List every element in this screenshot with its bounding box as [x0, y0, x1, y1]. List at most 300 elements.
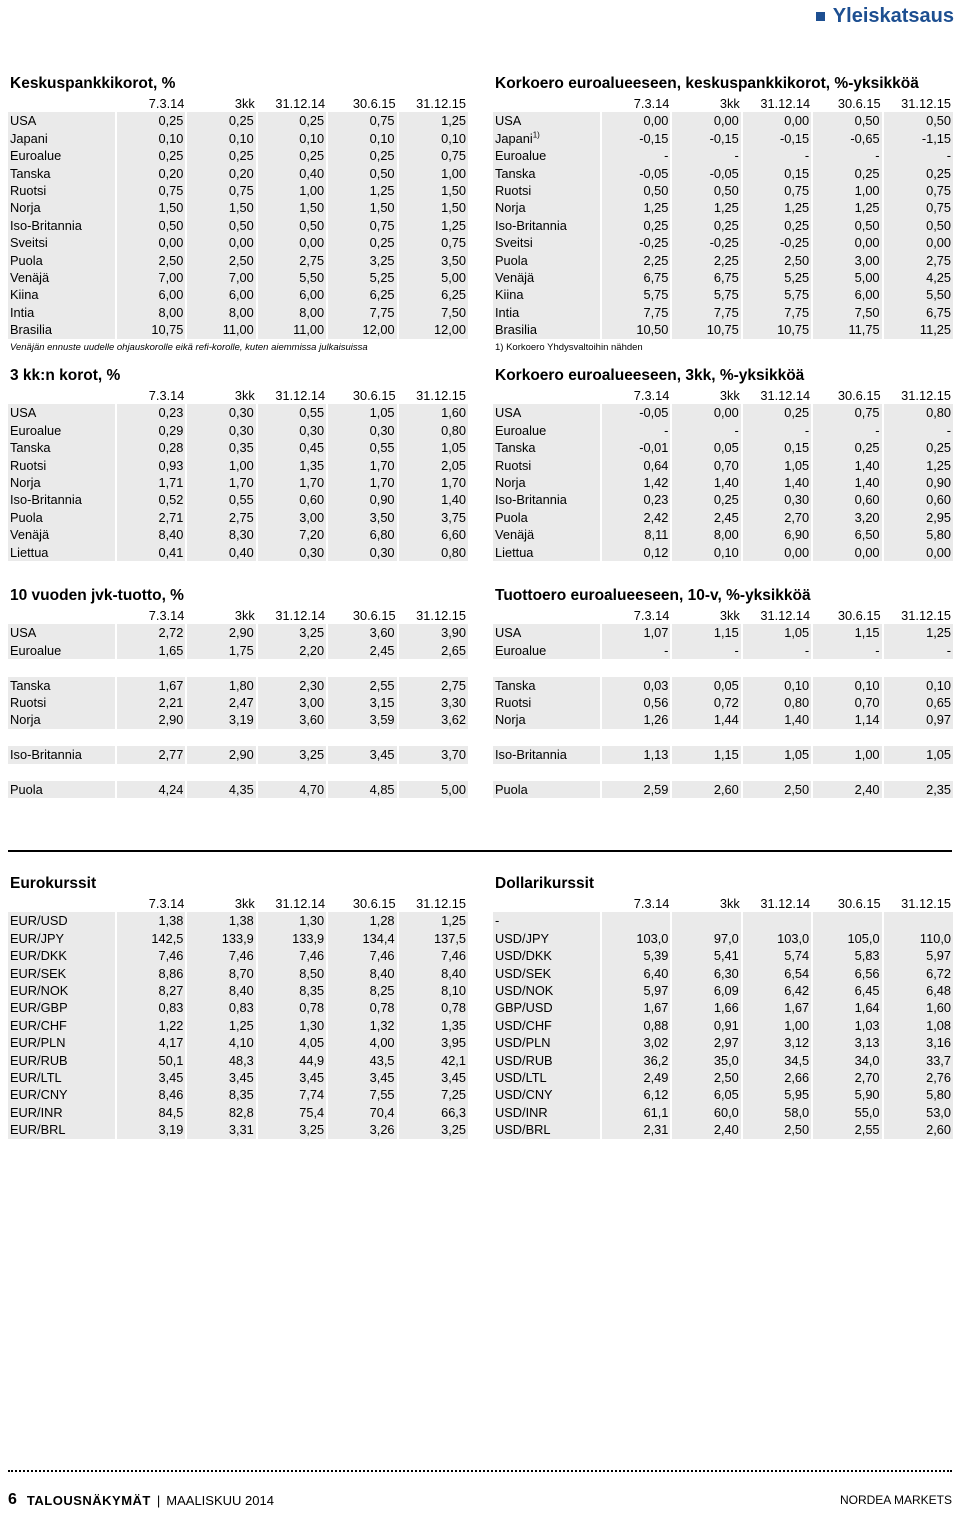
value-cell: 0,00 [742, 112, 812, 129]
value-cell: 1,50 [398, 182, 468, 199]
value-cell: - [601, 642, 671, 659]
value-cell: 0,75 [883, 199, 953, 216]
row-label: EUR/USD [8, 912, 116, 929]
value-cell: 8,11 [601, 526, 671, 543]
value-cell: 1,15 [812, 624, 882, 641]
row-label: USD/CHF [493, 1017, 601, 1034]
value-cell: 1,64 [812, 999, 882, 1016]
value-cell: - [601, 422, 671, 439]
value-cell: 2,75 [186, 509, 256, 526]
value-cell: 4,10 [186, 1034, 256, 1051]
value-cell: 7,75 [671, 304, 741, 321]
row-label: EUR/CNY [8, 1086, 116, 1103]
value-cell: 0,25 [186, 112, 256, 129]
value-cell: 1,32 [327, 1017, 397, 1034]
value-cell: 12,00 [398, 321, 468, 338]
value-cell: - [812, 422, 882, 439]
spread-10y-title: Tuottoero euroalueeseen, 10-v, %-yksikköä [495, 587, 811, 604]
row-label: USD/NOK [493, 982, 601, 999]
row-label: Iso-Britannia [493, 217, 601, 234]
row-label: Tanska [8, 677, 116, 694]
value-cell: 6,90 [742, 526, 812, 543]
value-cell: 1,70 [398, 474, 468, 491]
policy-rates-block [8, 74, 468, 354]
value-cell: 42,1 [398, 1052, 468, 1069]
value-cell: 7,00 [186, 269, 256, 286]
value-cell: 5,80 [883, 526, 953, 543]
value-cell: 0,25 [116, 147, 186, 164]
column-header: 31.12.15 [901, 896, 951, 911]
value-cell: 8,35 [257, 982, 327, 999]
column-header: 31.12.14 [760, 896, 811, 911]
value-cell: 5,95 [742, 1086, 812, 1103]
value-cell: 133,9 [186, 930, 256, 947]
value-cell: 0,70 [671, 457, 741, 474]
table-row [493, 509, 953, 526]
table-row [8, 217, 468, 234]
table-row [8, 147, 468, 164]
value-cell: 0,75 [812, 404, 882, 421]
value-cell: 6,30 [671, 965, 741, 982]
row-label: Euroalue [493, 642, 601, 659]
table-row [8, 947, 468, 964]
table-row [493, 544, 953, 561]
value-cell: 8,00 [116, 304, 186, 321]
table-row [493, 130, 953, 147]
table-row [493, 624, 953, 641]
yield-10y-block [8, 586, 468, 798]
value-cell: 1,05 [883, 746, 953, 763]
value-cell: 3,26 [327, 1121, 397, 1138]
table-row [493, 781, 953, 798]
table-row [8, 930, 468, 947]
column-header: 31.12.15 [901, 608, 951, 623]
value-cell: 3,59 [327, 711, 397, 728]
table-row [8, 491, 468, 508]
column-header: 3kk [719, 96, 740, 111]
value-cell: 2,31 [601, 1121, 671, 1138]
column-header: 30.6.15 [837, 896, 881, 911]
column-header: 30.6.15 [837, 96, 881, 111]
value-cell: 0,30 [186, 422, 256, 439]
row-label: EUR/NOK [8, 982, 116, 999]
header-row [8, 387, 468, 404]
row-label: Iso-Britannia [8, 491, 116, 508]
page-number: 6 [8, 1491, 17, 1508]
value-cell: 0,00 [671, 404, 741, 421]
value-cell: 2,21 [116, 694, 186, 711]
spread-3m-title: Korkoero euroalueeseen, 3kk, %-yksikköä [495, 367, 805, 384]
value-cell: 7,46 [398, 947, 468, 964]
table-row [493, 746, 953, 763]
value-cell: 1,40 [742, 711, 812, 728]
value-cell: 2,66 [742, 1069, 812, 1086]
value-cell: 137,5 [398, 930, 468, 947]
value-cell: 8,50 [257, 965, 327, 982]
value-cell: 3,60 [257, 711, 327, 728]
value-cell: 0,35 [186, 439, 256, 456]
header-blank [493, 387, 601, 404]
table-row [493, 474, 953, 491]
table-row [8, 711, 468, 728]
row-label: Ruotsi [8, 457, 116, 474]
value-cell: 1,25 [398, 112, 468, 129]
value-cell: 2,95 [883, 509, 953, 526]
value-cell: 2,60 [883, 1121, 953, 1138]
value-cell: 11,25 [883, 321, 953, 338]
rates-3m-title: 3 kk:n korot, % [10, 367, 121, 384]
value-cell: 66,3 [398, 1104, 468, 1121]
column-header: 3kk [719, 608, 740, 623]
value-cell: 0,52 [116, 491, 186, 508]
value-cell: 2,40 [671, 1121, 741, 1138]
table-row [8, 439, 468, 456]
value-cell: 1,30 [257, 1017, 327, 1034]
value-cell: 6,25 [398, 286, 468, 303]
column-header: 30.6.15 [837, 388, 881, 403]
column-header: 3kk [234, 608, 255, 623]
row-label: EUR/BRL [8, 1121, 116, 1138]
value-cell: 7,46 [186, 947, 256, 964]
row-label: EUR/LTL [8, 1069, 116, 1086]
value-cell: 1,50 [257, 199, 327, 216]
value-cell: 84,5 [116, 1104, 186, 1121]
eur-fx-title: Eurokurssit [10, 875, 97, 892]
column-header: 3kk [234, 96, 255, 111]
value-cell: 3,02 [601, 1034, 671, 1051]
value-cell: 7,46 [257, 947, 327, 964]
value-cell: 0,10 [812, 677, 882, 694]
value-cell: 0,88 [601, 1017, 671, 1034]
value-cell: 2,50 [671, 1069, 741, 1086]
value-cell: 0,00 [116, 234, 186, 251]
value-cell: 2,90 [116, 711, 186, 728]
value-cell: 0,25 [327, 147, 397, 164]
row-label: Euroalue [493, 422, 601, 439]
value-cell: 2,75 [257, 252, 327, 269]
table-row [493, 526, 953, 543]
value-cell: 1,44 [671, 711, 741, 728]
row-label: Puola [8, 252, 116, 269]
value-cell [601, 912, 671, 929]
table-row [493, 112, 953, 129]
value-cell: 0,50 [186, 217, 256, 234]
value-cell: 3,45 [257, 1069, 327, 1086]
table-row [493, 642, 953, 659]
value-cell: 0,83 [116, 999, 186, 1016]
value-cell: 1,25 [398, 912, 468, 929]
value-cell: 0,78 [398, 999, 468, 1016]
table-row [493, 1121, 953, 1138]
value-cell: 6,05 [671, 1086, 741, 1103]
table-row [8, 1034, 468, 1051]
row-label: USD/JPY [493, 930, 601, 947]
value-cell: - [742, 422, 812, 439]
row-label: Norja [8, 711, 116, 728]
table-row [493, 165, 953, 182]
table-row [493, 286, 953, 303]
rates-3m-block [8, 366, 468, 561]
table-row [8, 1052, 468, 1069]
row-label: USD/LTL [493, 1069, 601, 1086]
footer-separator: | [156, 1492, 161, 1508]
value-cell: 1,25 [671, 199, 741, 216]
value-cell [812, 912, 882, 929]
value-cell: 1,60 [398, 404, 468, 421]
row-label: Tanska [8, 439, 116, 456]
table-row [8, 526, 468, 543]
row-label: Euroalue [493, 147, 601, 164]
value-cell: 1,00 [257, 182, 327, 199]
value-cell: 5,39 [601, 947, 671, 964]
value-cell: 0,15 [742, 439, 812, 456]
value-cell: 1,40 [671, 474, 741, 491]
value-cell: 4,25 [883, 269, 953, 286]
value-cell: 0,83 [186, 999, 256, 1016]
value-cell: 7,50 [812, 304, 882, 321]
value-cell: 53,0 [883, 1104, 953, 1121]
section-tag [816, 5, 954, 28]
row-label: Puola [8, 509, 116, 526]
header-row [493, 607, 953, 624]
value-cell: 1,26 [601, 711, 671, 728]
value-cell: 3,60 [327, 624, 397, 641]
row-label: Venäjä [8, 526, 116, 543]
value-cell: 10,75 [671, 321, 741, 338]
value-cell: - [883, 642, 953, 659]
value-cell: 3,25 [327, 252, 397, 269]
table-row [493, 677, 953, 694]
table-row [493, 321, 953, 338]
column-header: 3kk [719, 388, 740, 403]
value-cell: - [883, 147, 953, 164]
value-cell: 5,00 [398, 269, 468, 286]
table-row [493, 199, 953, 216]
value-cell: 0,70 [812, 694, 882, 711]
header-row [493, 387, 953, 404]
column-header: 31.12.14 [275, 388, 326, 403]
value-cell: 2,75 [398, 677, 468, 694]
row-label: USD/PLN [493, 1034, 601, 1051]
value-cell: 1,14 [812, 711, 882, 728]
value-cell: 0,30 [742, 491, 812, 508]
row-label: Intia [8, 304, 116, 321]
value-cell: 1,25 [883, 457, 953, 474]
value-cell: -0,25 [742, 234, 812, 251]
value-cell: 0,12 [601, 544, 671, 561]
table-row [493, 1069, 953, 1086]
row-label: EUR/PLN [8, 1034, 116, 1051]
value-cell: 1,50 [398, 199, 468, 216]
value-cell: 3,70 [398, 746, 468, 763]
value-cell: 2,76 [883, 1069, 953, 1086]
row-label: Sveitsi [8, 234, 116, 251]
value-cell: - [812, 642, 882, 659]
value-cell: 33,7 [883, 1052, 953, 1069]
value-cell: 0,75 [398, 234, 468, 251]
value-cell: 44,9 [257, 1052, 327, 1069]
table-row [8, 182, 468, 199]
row-label: USD/SEK [493, 965, 601, 982]
value-cell: 1,05 [398, 439, 468, 456]
value-cell: 1,05 [327, 404, 397, 421]
value-cell: 3,50 [327, 509, 397, 526]
table-row [493, 1086, 953, 1103]
value-cell: 3,00 [812, 252, 882, 269]
table-row [8, 422, 468, 439]
value-cell: 1,05 [742, 624, 812, 641]
value-cell: 0,50 [812, 217, 882, 234]
value-cell: 6,25 [327, 286, 397, 303]
value-cell: -0,05 [671, 165, 741, 182]
value-cell: 8,30 [186, 526, 256, 543]
table-row [493, 912, 953, 929]
row-label: Euroalue [8, 642, 116, 659]
value-cell: 2,55 [327, 677, 397, 694]
table-row [8, 999, 468, 1016]
value-cell: 105,0 [812, 930, 882, 947]
value-cell: 0,78 [257, 999, 327, 1016]
value-cell: 0,10 [116, 130, 186, 147]
value-cell: 6,09 [671, 982, 741, 999]
value-cell: 110,0 [883, 930, 953, 947]
value-cell: 7,74 [257, 1086, 327, 1103]
value-cell: 1,50 [186, 199, 256, 216]
value-cell: 5,25 [742, 269, 812, 286]
spread-10y-block [493, 586, 953, 798]
value-cell: 0,80 [742, 694, 812, 711]
value-cell: -0,05 [601, 165, 671, 182]
column-header: 31.12.15 [416, 896, 466, 911]
value-cell: 1,42 [601, 474, 671, 491]
value-cell: 6,48 [883, 982, 953, 999]
value-cell: 11,75 [812, 321, 882, 338]
spacer-cell [493, 764, 953, 781]
value-cell: 6,40 [601, 965, 671, 982]
row-label: Iso-Britannia [493, 746, 601, 763]
value-cell: 8,46 [116, 1086, 186, 1103]
column-header: 7.3.14 [148, 388, 185, 403]
row-label: Brasilia [8, 321, 116, 338]
value-cell: 2,65 [398, 642, 468, 659]
value-cell: 5,74 [742, 947, 812, 964]
value-cell: 3,75 [398, 509, 468, 526]
table-row [493, 694, 953, 711]
value-cell: 5,75 [671, 286, 741, 303]
value-cell: 3,30 [398, 694, 468, 711]
value-cell: 0,80 [398, 544, 468, 561]
table-row [493, 982, 953, 999]
value-cell: 2,59 [601, 781, 671, 798]
value-cell: 5,75 [601, 286, 671, 303]
table-row [8, 912, 468, 929]
value-cell: 0,10 [257, 130, 327, 147]
table-row [493, 999, 953, 1016]
table-row [8, 1017, 468, 1034]
value-cell: 0,03 [601, 677, 671, 694]
value-cell: 1,50 [116, 199, 186, 216]
value-cell: 3,15 [327, 694, 397, 711]
value-cell: 8,40 [116, 526, 186, 543]
value-cell: 7,50 [398, 304, 468, 321]
value-cell: 0,41 [116, 544, 186, 561]
column-header: 30.6.15 [352, 388, 396, 403]
value-cell: 0,60 [883, 491, 953, 508]
value-cell: 0,30 [186, 404, 256, 421]
value-cell: 0,25 [812, 165, 882, 182]
value-cell: 2,50 [742, 781, 812, 798]
header-row [8, 895, 468, 912]
value-cell: - [742, 147, 812, 164]
value-cell: 5,50 [257, 269, 327, 286]
value-cell: 35,0 [671, 1052, 741, 1069]
column-header: 31.12.14 [275, 608, 326, 623]
value-cell: - [883, 422, 953, 439]
row-label: Tanska [493, 677, 601, 694]
value-cell: 2,90 [186, 624, 256, 641]
table-row [493, 1034, 953, 1051]
value-cell: 3,25 [398, 1121, 468, 1138]
value-cell: 1,67 [116, 677, 186, 694]
value-cell: 8,00 [671, 526, 741, 543]
row-label: USA [493, 404, 601, 421]
spacer-cell [8, 764, 468, 781]
column-header: 7.3.14 [633, 896, 670, 911]
usd-fx-block [493, 874, 953, 1139]
table-row [8, 474, 468, 491]
value-cell: 3,45 [116, 1069, 186, 1086]
value-cell: 2,49 [601, 1069, 671, 1086]
value-cell: 2,25 [601, 252, 671, 269]
value-cell: 8,40 [398, 965, 468, 982]
value-cell: 3,13 [812, 1034, 882, 1051]
value-cell: 3,95 [398, 1034, 468, 1051]
value-cell: 12,00 [327, 321, 397, 338]
table-row [8, 781, 468, 798]
value-cell: 0,50 [116, 217, 186, 234]
value-cell: 1,35 [257, 457, 327, 474]
value-cell: 0,20 [116, 165, 186, 182]
row-label: USD/INR [493, 1104, 601, 1121]
row-label: USA [8, 112, 116, 129]
table-row [8, 746, 468, 763]
value-cell: - [812, 147, 882, 164]
value-cell: 58,0 [742, 1104, 812, 1121]
row-label: Iso-Britannia [493, 491, 601, 508]
value-cell: 1,75 [186, 642, 256, 659]
column-header: 31.12.14 [760, 608, 811, 623]
value-cell: 1,07 [601, 624, 671, 641]
value-cell: 0,00 [186, 234, 256, 251]
row-label: USD/BRL [493, 1121, 601, 1138]
value-cell: 0,72 [671, 694, 741, 711]
table-row [8, 112, 468, 129]
table-row [493, 404, 953, 421]
value-cell: 1,35 [398, 1017, 468, 1034]
table-row [8, 165, 468, 182]
value-cell: - [601, 147, 671, 164]
table-row [8, 252, 468, 269]
header-blank [493, 607, 601, 624]
value-cell: 6,00 [257, 286, 327, 303]
row-label: Venäjä [8, 269, 116, 286]
row-label: Brasilia [493, 321, 601, 338]
value-cell: 0,50 [812, 112, 882, 129]
row-label: Tanska [493, 439, 601, 456]
row-label: Japani [8, 130, 116, 147]
value-cell: 60,0 [671, 1104, 741, 1121]
value-cell: 7,46 [327, 947, 397, 964]
